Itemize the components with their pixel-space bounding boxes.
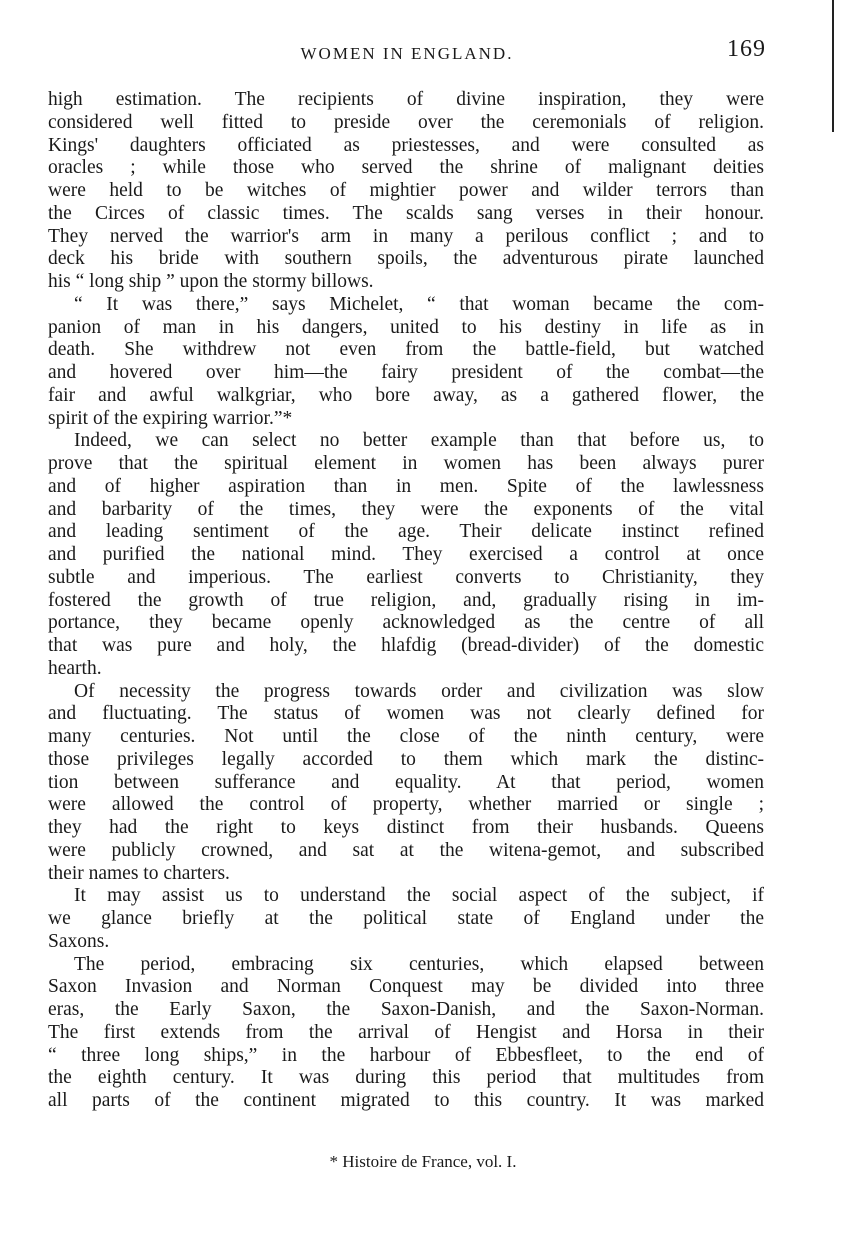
text-line: and fluctuating. The status of women was not clearly defined for	[48, 703, 764, 725]
page-number: 169	[727, 36, 766, 62]
text-line: their names to charters.	[48, 862, 230, 884]
text-line: and barbarity of the times, they were the exponents of the vital	[48, 498, 764, 520]
text-line: tion between sufferance and equality. At that period, women	[48, 771, 764, 793]
text-line: Indeed, we can select no better example than that before us, to	[74, 430, 764, 452]
text-line: were publicly crowned, and sat at the witena-gemot, and subscribed	[48, 839, 764, 861]
text-line: It may assist us to understand the social aspect of the subject, if	[74, 885, 764, 907]
running-header	[48, 36, 766, 70]
text-line: They nerved the warrior's arm in many a perilous conflict ; and to	[48, 225, 764, 247]
text-line: they had the right to keys distinct from their husbands. Queens	[48, 817, 764, 838]
text-line: many centuries. Not until the close of the ninth century, were	[48, 726, 764, 747]
text-line: and hovered over him—the fairy president of the combat—the	[48, 362, 764, 383]
text-line: Saxon Invasion and Norman Conquest may be divided into three	[48, 976, 764, 998]
text-line: The first extends from the arrival of Hengist and Horsa in their	[48, 1021, 764, 1043]
text-line: hearth.	[48, 657, 102, 679]
text-line: we glance briefly at the political state of England under the	[48, 908, 764, 929]
text-line: the eighth century. It was during this period that multitudes from	[48, 1067, 764, 1089]
text-line: oracles ; while those who served the shrine of malignant deities	[48, 157, 764, 179]
text-line: Saxons.	[48, 930, 110, 952]
text-line: the Circes of classic times. The scalds sang verses in their honour.	[48, 202, 764, 224]
text-line: “ It was there,” says Michelet, “ that woman became the com-	[74, 293, 764, 315]
text-line: portance, they became openly acknowledged as the centre of all	[48, 612, 764, 634]
text-line: spirit of the expiring warrior.”*	[48, 407, 293, 429]
text-line: those privileges legally accorded to them which mark the distinc-	[48, 748, 764, 770]
text-line: were held to be witches of mightier power and wilder terrors than	[48, 180, 764, 201]
page-edge-rule	[832, 0, 834, 132]
text-line: and purified the national mind. They exercised a control at once	[48, 544, 764, 565]
text-line: and leading sentiment of the age. Their delicate instinct refined	[48, 521, 764, 543]
text-line: high estimation. The recipients of divine inspiration, they were	[48, 89, 764, 110]
text-line: Of necessity the progress towards order and civilization was slow	[74, 680, 764, 702]
text-line: that was pure and holy, the hlafdig (bread-divider) of the domestic	[48, 635, 764, 656]
body-text	[48, 89, 764, 1113]
footnote: * Histoire de France, vol. I.	[329, 1152, 517, 1171]
text-line: deck his bride with southern spoils, the adventurous pirate launched	[48, 248, 764, 270]
text-line: considered well fitted to preside over the ceremonials of religion.	[48, 111, 764, 133]
text-line: “ three long ships,” in the harbour of Ebbesfleet, to the end of	[48, 1044, 764, 1066]
text-line: fostered the growth of true religion, and, gradually rising in im-	[48, 589, 764, 611]
text-line: all parts of the continent migrated to this country. It was marked	[48, 1090, 764, 1111]
text-line: and of higher aspiration than in men. Spite of the lawlessness	[48, 475, 764, 497]
text-line: Kings' daughters officiated as priestesses, and were consulted as	[48, 134, 764, 156]
text-line: fair and awful walkgriar, who bore away, as a gathered flower, the	[48, 384, 764, 406]
running-title: WOMEN IN ENGLAND.	[300, 44, 514, 63]
text-line: were allowed the control of property, whether married or single ;	[48, 794, 764, 816]
text-line: prove that the spiritual element in women has been always purer	[48, 453, 764, 474]
text-line: panion of man in his dangers, united to his destiny in life as in	[48, 316, 764, 338]
text-line: his “ long ship ” upon the stormy billows.	[48, 271, 374, 292]
text-line: eras, the Early Saxon, the Saxon-Danish, and the Saxon-Norman.	[48, 999, 764, 1020]
text-line: death. She withdrew not even from the battle-field, but watched	[48, 339, 764, 361]
text-line: The period, embracing six centuries, which elapsed between	[74, 953, 764, 975]
text-line: subtle and imperious. The earliest converts to Christianity, they	[48, 566, 764, 588]
